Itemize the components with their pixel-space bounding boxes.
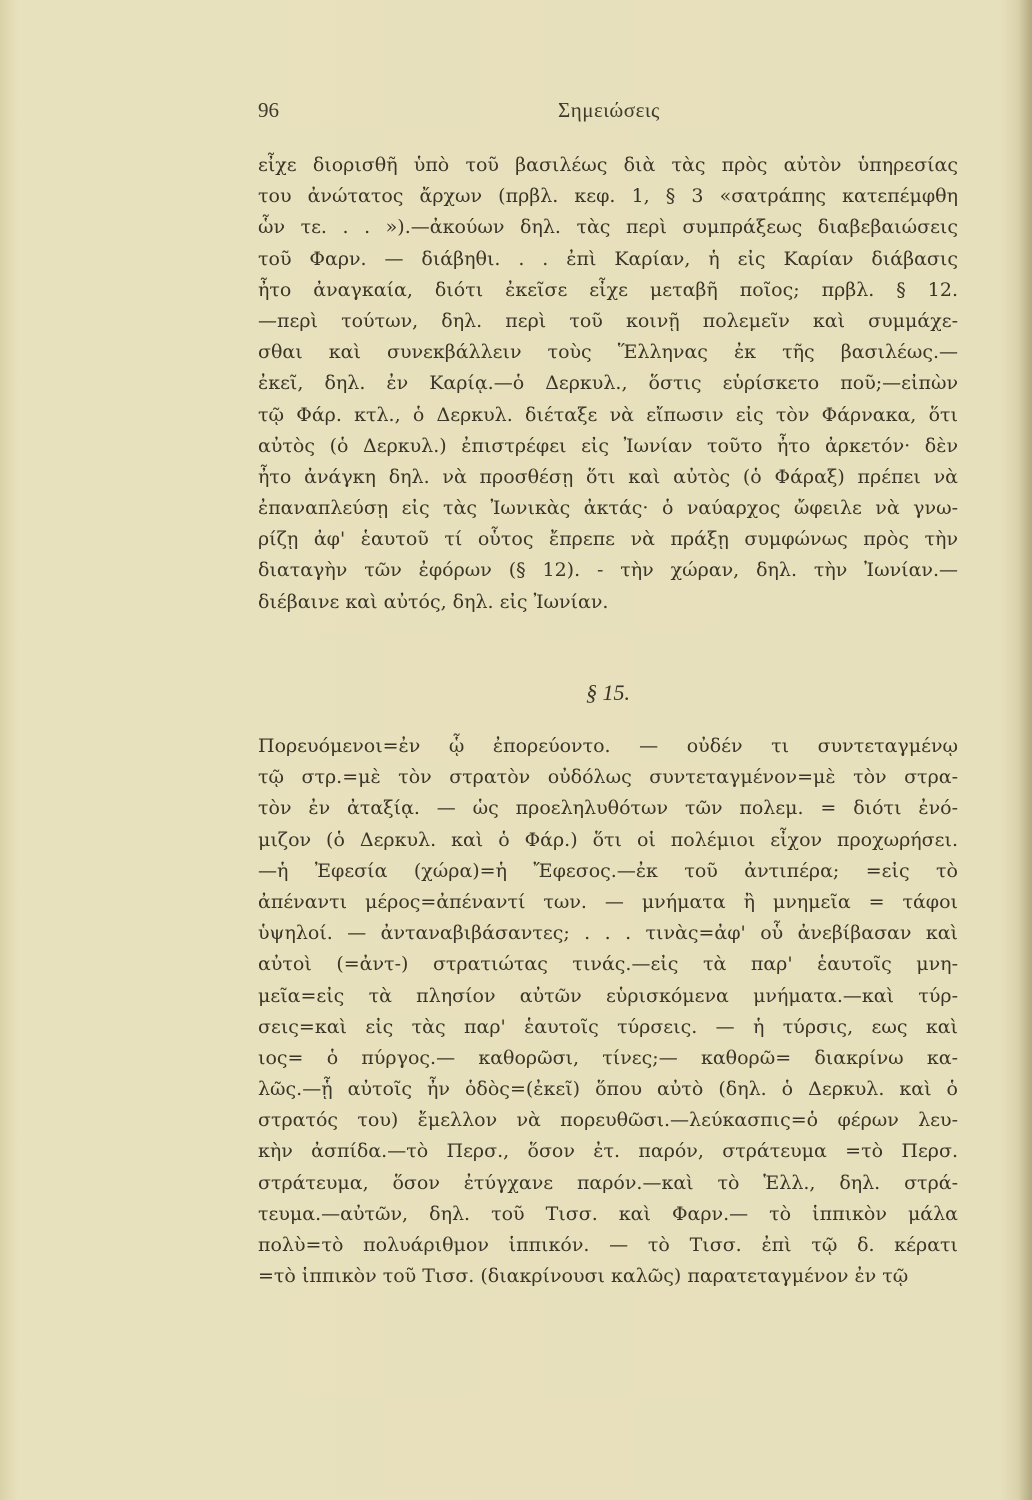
text-line: στράτευμα, ὅσον ἐτύγχανε παρόν.—καὶ τὸ Ἑλλ., δηλ. στρά- [258, 1171, 958, 1194]
text-line: ὑψηλοί. — ἀνταναβιβάσαντες; . . . τινὰς=ἀφ' οὗ ἀνεβίβασαν καὶ [258, 922, 958, 945]
text-line: κὴν ἀσπίδα.—τὸ Περσ., ὅσον ἐτ. παρόν, στράτευμα =τὸ Περσ. [258, 1140, 958, 1163]
text-line: ἐκεῖ, δηλ. ἐν Καρίᾳ.—ὁ Δερκυλ., ὅστις εὑρίσκετο ποῦ;—εἰπὼν [258, 372, 958, 395]
text-line: ιος= ὁ πύργος.— καθορῶσι, τίνες;— καθορῶ= διακρίνω κα- [258, 1046, 958, 1069]
commentary-block-2 [258, 731, 958, 1292]
text-line: αὐτοὶ (=ἀντ-) στρατιώτας τινάς.—εἰς τὰ παρ' ἑαυτοῖς μνη- [258, 953, 958, 976]
text-line: μεῖα=εἰς τὰ πλησίον αὐτῶν εὑρισκόμενα μνήματα.—καὶ τύρ- [258, 984, 958, 1007]
text-line: ἦτο ἀναγκαία, διότι ἐκεῖσε εἶχε μεταβῆ ποῖος; πρβλ. § 12. [258, 278, 958, 301]
text-line: τὸν ἐν ἀταξίᾳ. — ὡς προεληλυθότων τῶν πολεμ. = διότι ἐνό- [258, 797, 958, 820]
running-title: Σημειώσεις [558, 98, 660, 122]
text-line: διέβαινε καὶ αὐτός, δηλ. εἰς Ἰωνίαν. [258, 590, 609, 613]
text-line: εἶχε διορισθῆ ὑπὸ τοῦ βασιλέως διὰ τὰς πρὸς αὐτὸν ὑπηρεσίας [258, 154, 958, 176]
text-line: σθαι καὶ συνεκβάλλειν τοὺς Ἕλληνας ἐκ τῆς βασιλέως.— [258, 341, 958, 364]
text-line: σεις=καὶ εἰς τὰς παρ' ἑαυτοῖς τύρσεις. — ἡ τύρσις, εως καὶ [258, 1015, 958, 1038]
text-line: μιζον (ὁ Δερκυλ. καὶ ὁ Φάρ.) ὅτι οἱ πολέμιοι εἶχον προχωρήσει. [258, 828, 958, 851]
text-line: τῷ Φάρ. κτλ., ὁ Δερκυλ. διέταξε νὰ εἴπωσιν εἰς τὸν Φάρνακα, ὅτι [258, 403, 958, 426]
text-line: του ἀνώτατος ἄρχων (πρβλ. κεφ. 1, § 3 «σατράπης κατεπέμφθη [258, 185, 958, 208]
text-line: λῶς.—ᾗ αὐτοῖς ἦν ὁδὸς=(ἐκεῖ) ὅπου αὐτὸ (δηλ. ὁ Δερκυλ. καὶ ὁ [258, 1078, 958, 1101]
text-line: τοῦ Φαρν. — διάβηθι. . . ἐπὶ Καρίαν, ἡ εἰς Καρίαν διάβασις [258, 247, 958, 270]
text-line: ἀπέναντι μέρος=ἀπέναντί των. — μνήματα ἢ μνημεῖα = τάφοι [258, 890, 958, 913]
text-line: πολὺ=τὸ πολυάριθμον ἱππικόν. — τὸ Τισσ. ἐπὶ τῷ δ. κέρατι [258, 1234, 958, 1256]
section-heading: § 15. [586, 680, 630, 705]
text-line: —περὶ τούτων, δηλ. περὶ τοῦ κοινῇ πολεμεῖν καὶ συμμάχε- [258, 309, 958, 332]
text-line: Πορευόμενοι=ἐν ᾧ ἐπορεύοντο. — οὐδέν τι συντεταγμένῳ [258, 735, 958, 757]
commentary-block-1 [258, 150, 958, 618]
text-line: ὧν τε. . . »).—ἀκούων δηλ. τὰς περὶ συμπράξεως διαβεβαιώσεις [258, 216, 958, 239]
text-line: ἦτο ἀνάγκη δηλ. νὰ προσθέσῃ ὅτι καὶ αὐτὸς (ὁ Φάραξ) πρέπει νὰ [258, 465, 958, 488]
page-header [258, 98, 958, 132]
text-line: τευμα.—αὐτῶν, δηλ. τοῦ Τισσ. καὶ Φαρν.— τὸ ἱππικὸν μάλα [258, 1202, 958, 1225]
page-edge-shadow [1018, 0, 1032, 1500]
text-line: ἐπαναπλεύσῃ εἰς τὰς Ἰωνικὰς ἀκτάς· ὁ ναύαρχος ὤφειλε νὰ γνω- [258, 497, 958, 520]
text-line: αὐτὸς (ὁ Δερκυλ.) ἐπιστρέφει εἰς Ἰωνίαν τοῦτο ἦτο ἀρκετόν· δὲν [258, 434, 958, 457]
text-line: διαταγὴν τῶν ἐφόρων (§ 12). - τὴν χώραν, δηλ. τὴν Ἰωνίαν.— [258, 559, 958, 582]
text-line: ρίζῃ ἀφ' ἑαυτοῦ τί οὗτος ἔπρεπε νὰ πράξῃ συμφώνως πρὸς τὴν [258, 528, 958, 551]
text-line: —ἡ Ἐφεσία (χώρα)=ἡ Ἔφεσος.—ἐκ τοῦ ἀντιπέρα; =εἰς τὸ [258, 859, 958, 882]
page-number: 96 [258, 98, 279, 122]
text-line: στρατός του) ἔμελλον νὰ πορευθῶσι.—λεύκασπις=ὁ φέρων λευ- [258, 1109, 958, 1132]
text-line: τῷ στρ.=μὲ τὸν στρατὸν οὐδόλως συντεταγμένον=μὲ τὸν στρα- [258, 766, 958, 789]
text-line: =τὸ ἱππικὸν τοῦ Τισσ. (διακρίνουσι καλῶς) παρατεταγμένον ἐν τῷ [258, 1265, 909, 1288]
